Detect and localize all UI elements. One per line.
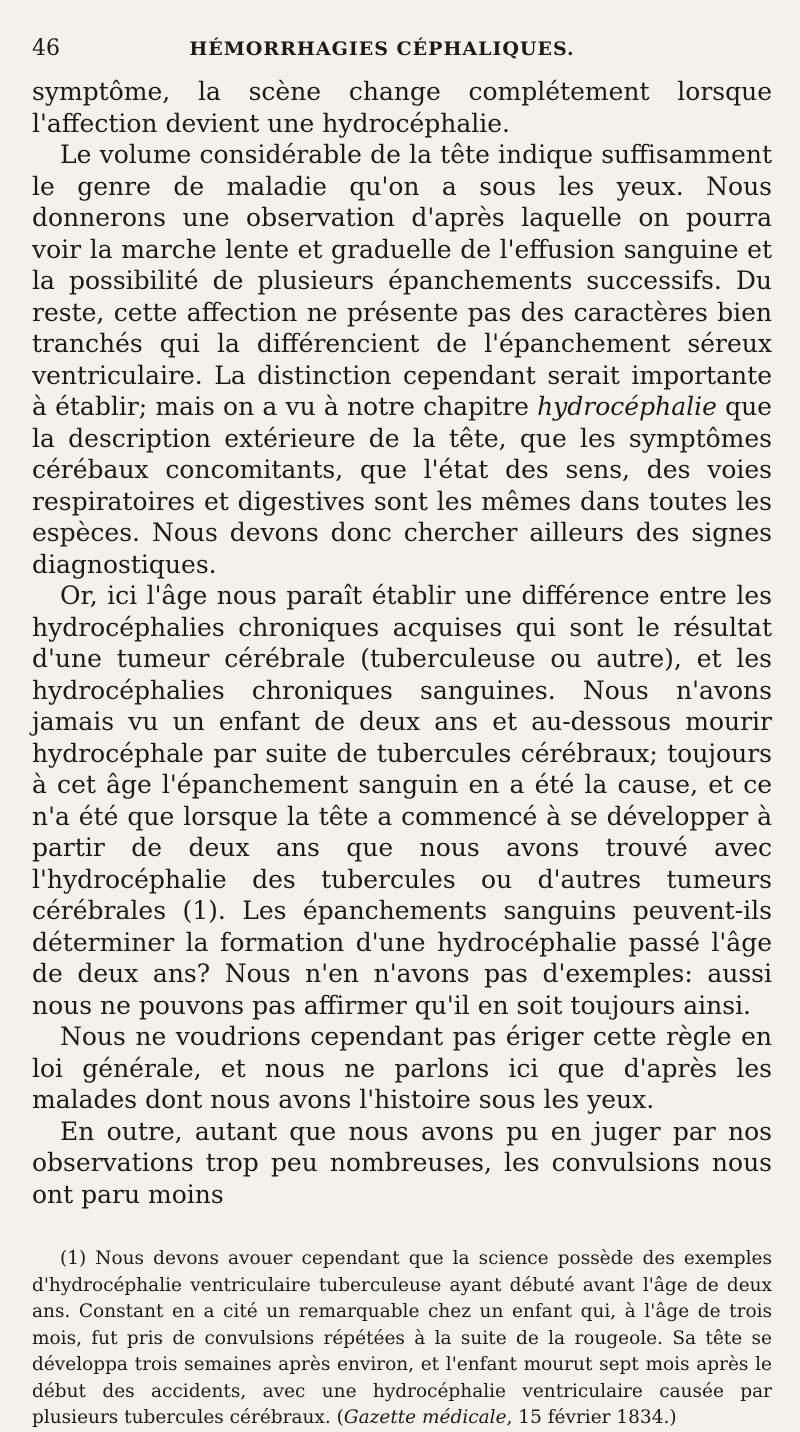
page-number: 46 [32,36,60,61]
paragraph: En outre, autant que nous avons pu en juger par nos observations trop peu nombreuses, les convulsions nous ont paru moins [32,1116,772,1209]
chapter-reference: hydrocéphalie [537,392,717,421]
footnote-text [32,1246,772,1432]
footnote [32,1246,772,1432]
paragraph [32,139,772,580]
footnote-date: , 15 février 1834.) [506,1407,677,1428]
paragraph-text: Le volume considérable de la tête indique suffisamment le genre de maladie qu'on a sous les yeux. Nous donnerons une observation d'après laquelle on pourra voir la marche lente et graduelle de l'effusion sanguine et la possibilité de plusieurs épanchements successifs. Du reste, cette affection ne présente pas des caractères bien tranchés qui la différencient de l'épanchement séreux ventriculaire. La distinction cependant serait importante à établir; mais on a vu à notre chapitre [32,140,772,421]
footnote-source: Gazette médicale [343,1407,507,1428]
running-title: HÉMORRHAGIES CÉPHALIQUES. [189,38,575,60]
footnote-body: (1) Nous devons avouer cependant que la science possède des exemples d'hydrocéphalie ventriculaire tuberculeuse ayant débuté avant l'âge de deux ans. Constant en a cité un remarquable chez un enfant qui, à l'âge de trois mois, fut pris de convulsions répétées à la suite de la rougeole. Sa tête se développa trois semaines après environ, et l'enfant mourut sept mois après le début des accidents, avec une hydrocéphalie ventriculaire causée par plusieurs tubercules cérébraux. ( [32,1248,772,1428]
paragraph: Nous ne voudrions cependant pas ériger cette règle en loi générale, et nous ne parlons ici que d'après les malades dont nous avons l'histoire sous les yeux. [32,1022,772,1114]
page-header [32,36,772,76]
paragraph-text: que la description extérieure de la tête, que les symptômes cérébaux concomitants, que l'état des sens, des voies respiratoires et digestives sont les mêmes dans toutes les espèces. Nous devons donc chercher ailleurs des signes diagnostiques. [32,392,772,579]
paragraph: Or, ici l'âge nous paraît établir une différence entre les hydrocéphalies chroniques acquises qui sont le résultat d'une tumeur cérébrale (tuberculeuse ou autre), et les hydrocéphalies chroniques sanguines. Nous n'avons jamais vu un enfant de deux ans et au-dessous mourir hydrocéphale par suite de tubercules cérébraux; toujours à cet âge l'épanchement sanguin en a été la cause, et ce n'a été que lorsque la tête a commencé à se développer à partir de deux ans que nous avons trouvé avec l'hydrocéphalie des tubercules ou d'autres tumeurs cérébrales (1). Les épanchements sanguins peuvent-ils déterminer la formation d'une hydrocéphalie passé l'âge de deux ans? Nous n'en n'avons pas d'exemples: aussi nous ne pouvons pas affirmer qu'il en soit toujours ainsi. [32,581,772,1020]
paragraph: symptôme, la scène change complétement lorsque l'affection devient une hydrocéphalie. [32,77,772,138]
body-text [32,76,772,1210]
